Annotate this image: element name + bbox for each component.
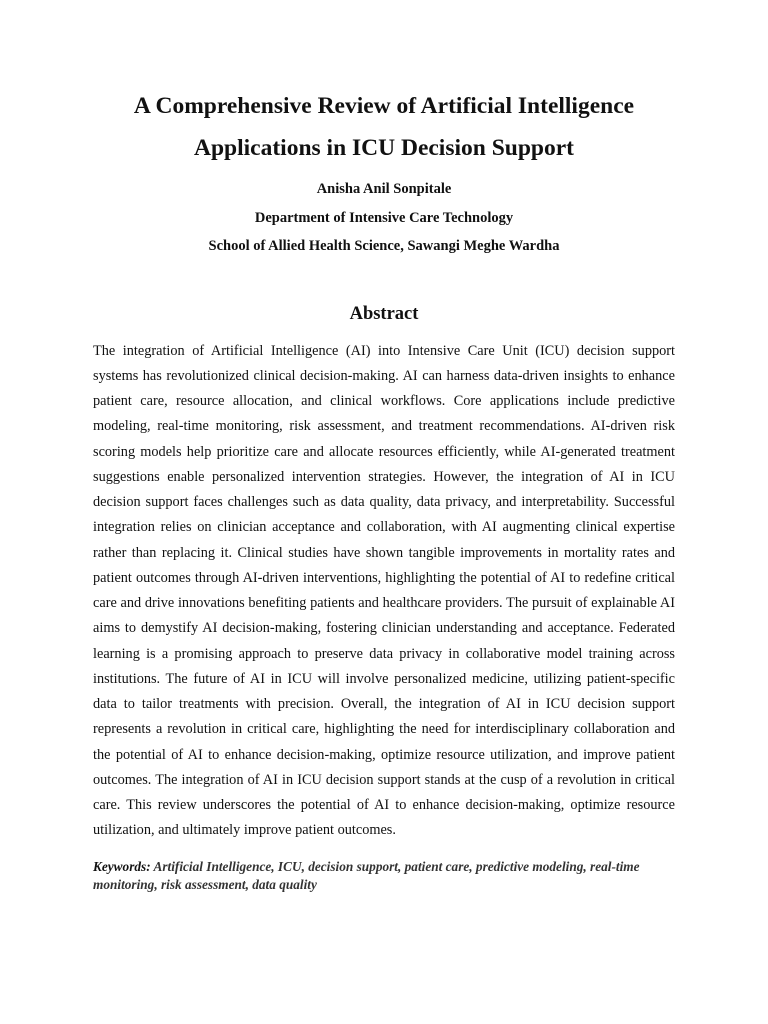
paper-title-line-2: Applications in ICU Decision Support — [194, 135, 574, 161]
keywords-label: Keywords: — [93, 858, 151, 874]
abstract-heading: Abstract — [349, 303, 419, 324]
author-name: Anisha Anil Sonpitale — [316, 181, 452, 197]
author-block — [93, 175, 675, 261]
author-institution: School of Allied Health Science, Sawangi Meghe Wardha — [208, 238, 560, 254]
author-department: Department of Intensive Care Technology — [254, 209, 514, 226]
keywords — [93, 858, 675, 894]
paper-title-line-1: A Comprehensive Review of Artificial Intelligence — [133, 93, 635, 119]
keywords-list: Artificial Intelligence, ICU, decision support, patient care, predictive modeling, real-time monitoring, risk assessment, data quality — [93, 858, 640, 892]
paper-title — [93, 0, 675, 169]
abstract-body: The integration of Artificial Intelligence (AI) into Intensive Care Unit (ICU) decision support systems has revolutionized clinical decision-making. AI can harness data-driven insights to enhance patient care, resource allocation, and clinical workflows. Core applications include predictive modeling, real-time monitoring, risk assessment, and treatment recommendations. AI-driven risk scoring models help prioritize care and allocate resources efficiently, while AI-generated treatment suggestions enable personalized intervention strategies. However, the integration of AI in ICU decision support faces challenges such as data quality, data privacy, and interpretability. Successful integration relies on clinician acceptance and collaboration, with AI augmenting clinical expertise rather than replacing it. Clinical studies have shown tangible improvements in mortality rates and patient outcomes through AI-driven interventions, highlighting the potential of AI to redefine critical care and drive innovations benefiting patients and healthcare providers. The pursuit of explainable AI aims to demystify AI decision-making, fostering clinician understanding and acceptance. Federated learning is a promising approach to preserve data privacy in collaborative model training across institutions. The future of AI in ICU will involve personalized medicine, utilizing patient-specific data to tailor treatments with precision. Overall, the integration of AI in ICU decision support represents a revolution in critical care, highlighting the need for interdisciplinary collaboration and the potential of AI to enhance decision-making, optimize resource utilization, and improve patient outcomes. The integration of AI in ICU decision support stands at the cusp of a revolution in critical care. This review underscores the potential of AI to enhance decision-making, optimize resource utilization, and ultimately improve patient outcomes. — [93, 342, 675, 839]
